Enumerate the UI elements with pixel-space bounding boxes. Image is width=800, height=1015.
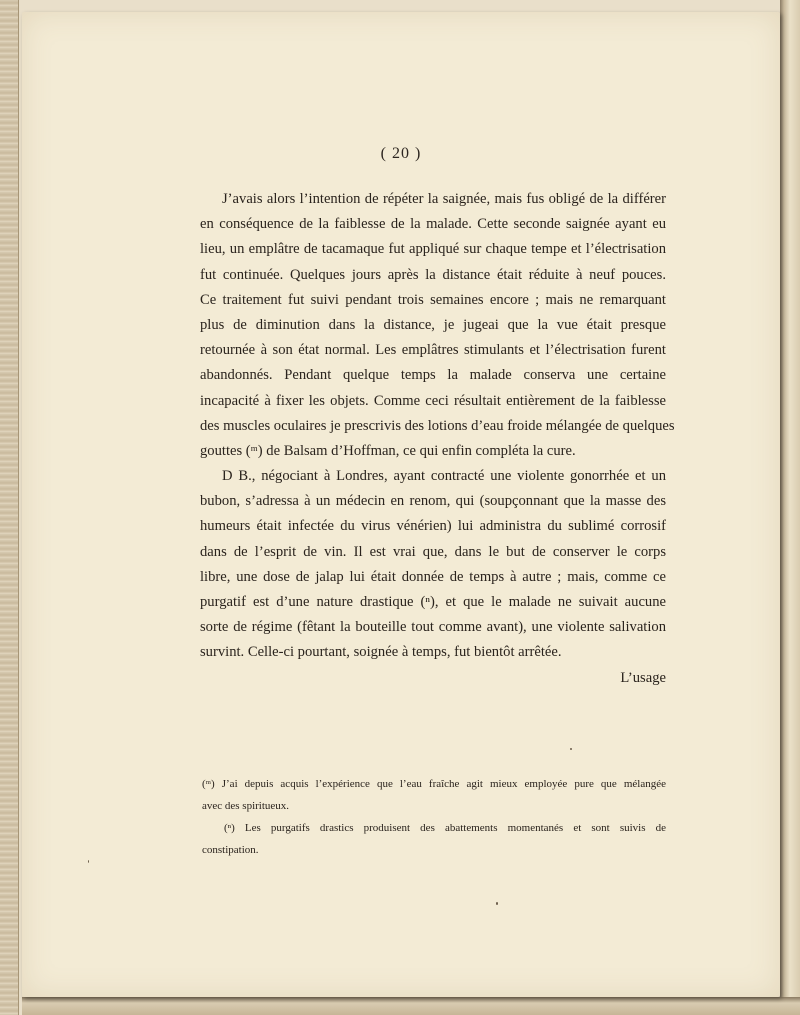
footnote	[202, 817, 666, 861]
text-line: purgatif est d’une nature drastique (ⁿ), et que le malade ne suivait aucune	[200, 594, 666, 610]
footnote-line: constipation.	[202, 844, 259, 856]
text-line: plus de diminution dans la distance, je jugeai que la vue était presque	[200, 316, 666, 333]
bottom-page-edge	[22, 997, 800, 1015]
paragraph	[200, 187, 675, 464]
left-binding-edge	[0, 0, 19, 1015]
book-page	[22, 12, 780, 997]
text-line: incapacité à fixer les objets. Comme ceci résultait entièrement de la faiblesse	[200, 392, 666, 409]
text-line: lieu, un emplâtre de tacamaque fut appliqué sur chaque tempe et l’électrisation	[200, 241, 666, 258]
text-line: dans de l’esprit de vin. Il est vrai que, dans le but de conserver le corps	[200, 543, 666, 560]
text-line: des muscles oculaires je prescrivis des lotions d’eau froide mélangée de quelques	[200, 417, 675, 434]
footnote-line: (ⁿ) Les purgatifs drastics produisent des abattements momentanés et sont suivis de	[224, 822, 666, 834]
text-line: bubon, s’adressa à un médecin en renom, qui (soupçonnant que la masse des	[200, 493, 666, 510]
paper-speck	[88, 860, 89, 863]
text-line: retournée à son état normal. Les emplâtres stimulants et l’électrisation furent	[200, 342, 666, 359]
text-line: libre, une dose de jalap lui était donnée de temps à autre ; mais, comme ce	[200, 568, 666, 585]
text-line: J’avais alors l’intention de répéter la saignée, mais fus obligé de la différer	[222, 191, 666, 207]
text-line: fut continuée. Quelques jours après la distance était réduite à neuf pouces.	[200, 266, 666, 283]
page-number: ( 20 )	[380, 145, 422, 162]
paper-speck	[496, 902, 498, 905]
text-line: survint. Celle-ci pourtant, soignée à temps, fut bientôt arrêtée.	[200, 644, 562, 661]
footnotes	[202, 773, 666, 861]
text-line: gouttes (ᵐ) de Balsam d’Hoffman, ce qui enfin compléta la cure.	[200, 442, 576, 459]
text-line: en conséquence de la faiblesse de la malade. Cette seconde saignée ayant eu	[200, 216, 666, 233]
text-line: abandonnés. Pendant quelque temps la malade conserva une certaine	[200, 367, 666, 384]
catchword: L’usage	[620, 669, 666, 686]
text-line: humeurs était infectée du virus vénérien) lui administra du sublimé corrosif	[200, 518, 666, 535]
paper-speck	[570, 748, 572, 750]
paragraph	[200, 464, 666, 666]
body-text	[200, 187, 675, 691]
text-line: D B., négociant à Londres, ayant contracté une violente gonorrhée et un	[222, 468, 666, 485]
text-line: Ce traitement fut suivi pendant trois semaines encore ; mais ne remarquant	[200, 291, 666, 308]
footnote	[202, 773, 666, 817]
right-page-edge	[780, 0, 800, 1015]
footnote-line: (ᵐ) J’ai depuis acquis l’expérience que l’eau fraîche agit mieux employée pure que mélangée	[202, 778, 666, 790]
text-line: sorte de régime (fêtant la bouteille tout comme avant), une violente salivation	[200, 619, 666, 636]
footnote-line: avec des spiritueux.	[202, 800, 290, 812]
